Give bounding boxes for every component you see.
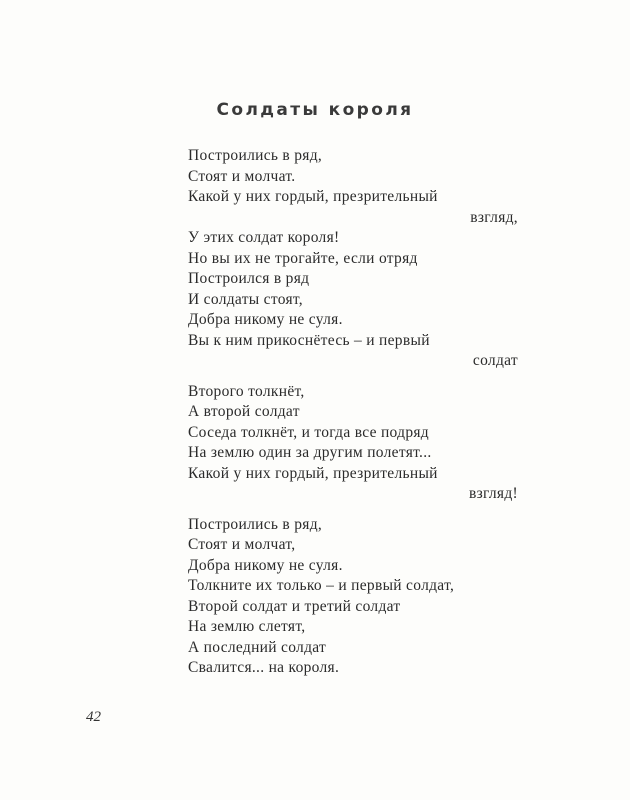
- stanza-gap: [188, 505, 528, 515]
- poem-line: Вы к ним прикоснётесь – и первый: [188, 331, 430, 349]
- stanza-gap: [188, 372, 528, 382]
- poem-line: Второй солдат и третий солдат: [188, 597, 401, 615]
- poem-line: На землю один за другим полетят...: [188, 444, 432, 461]
- poem-line: Какой у них гордый, презрительный: [188, 464, 438, 482]
- poem-line: Стоят и молчат.: [188, 167, 296, 185]
- poem-line: У этих солдат короля!: [188, 229, 340, 246]
- poem-line: А последний солдат: [188, 638, 327, 656]
- poem-body: [188, 146, 528, 679]
- poem-line-continuation: взгляд,: [470, 208, 518, 226]
- poem-line-continuation: солдат: [472, 352, 518, 369]
- poem-line: Соседа толкнёт, и тогда все подряд: [188, 423, 429, 441]
- poem-line: Построились в ряд,: [188, 515, 323, 533]
- poem-line: Но вы их не трогайте, если отряд: [188, 249, 418, 267]
- poem-line-continuation: взгляд!: [468, 485, 518, 502]
- poem-line: И солдаты стоят,: [188, 290, 303, 308]
- poem-line: Добра никому не суля.: [188, 311, 343, 328]
- poem-line: Толкните их только – и первый солдат,: [188, 577, 455, 594]
- poem-line: Свалится... на короля.: [188, 659, 340, 676]
- poem-line: На землю слетят,: [188, 618, 306, 635]
- poem-line: Стоят и молчат,: [188, 536, 296, 553]
- page-number: 42: [86, 709, 101, 725]
- poem-line: Построились в ряд,: [188, 147, 323, 164]
- poem-line: Второго толкнёт,: [188, 382, 305, 400]
- poem-title: Солдаты короля: [216, 100, 414, 120]
- poem-line: А второй солдат: [188, 403, 300, 420]
- poem-line: Добра никому не суля.: [188, 556, 343, 574]
- poem-line: Построился в ряд: [188, 270, 310, 287]
- poem-line: Какой у них гордый, презрительный: [188, 188, 438, 205]
